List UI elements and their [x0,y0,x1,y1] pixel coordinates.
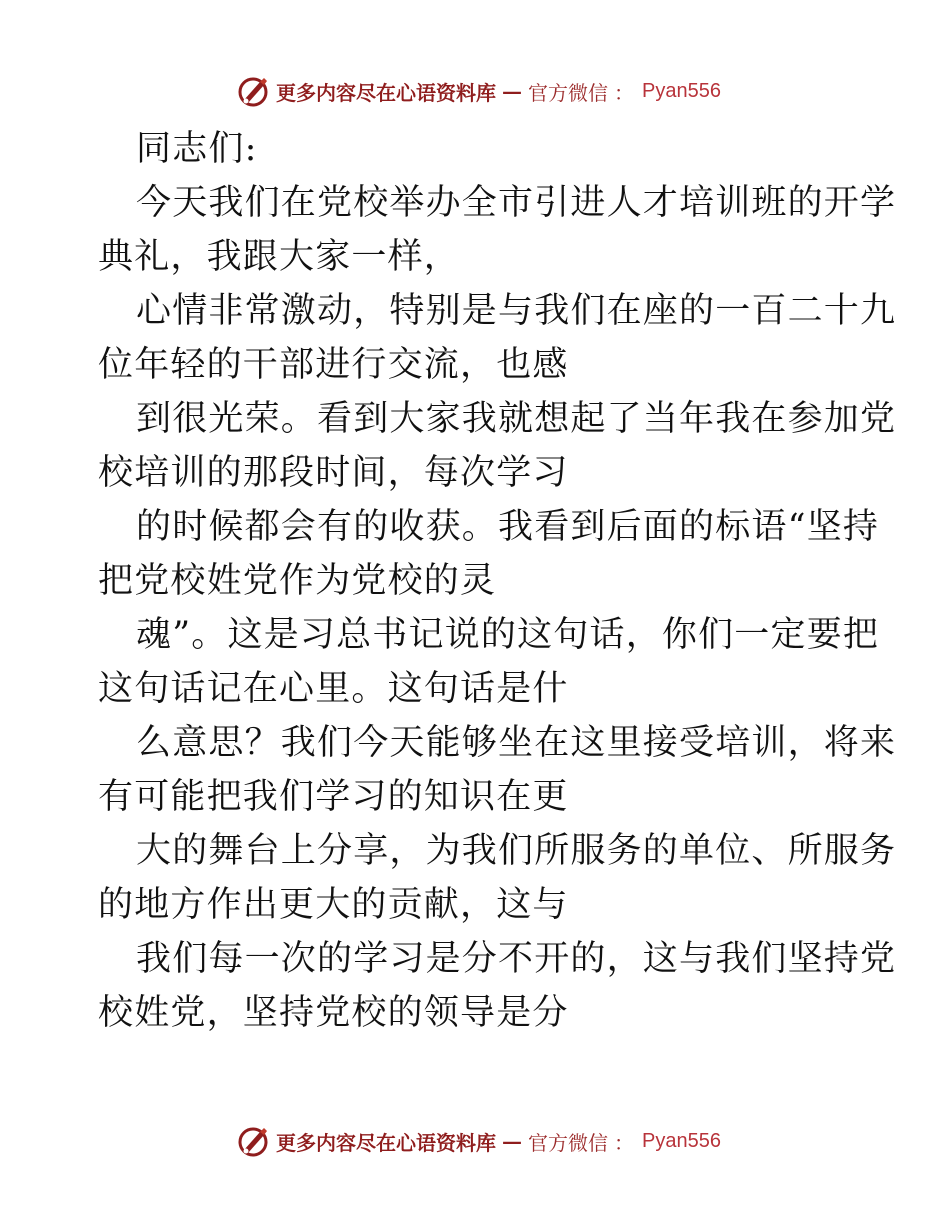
footer-banner[interactable] [236,1124,721,1158]
banner-colon: ： [614,80,634,105]
banner-title: 更多内容尽在心语资料库 [276,80,496,105]
body-line: 魂”。这是习总书记说的这句话，你们一定要把 [136,615,880,655]
banner-colon: ： [614,1130,634,1155]
header-banner[interactable] [236,74,721,108]
body-line: 么意思？我们今天能够坐在这里接受培训，将来 [136,723,897,763]
pen-logo-icon [236,74,270,108]
body-line: 的地方作出更大的贡献，这与 [98,885,569,925]
banner-dash: — [502,79,522,103]
body-line: 我们每一次的学习是分不开的，这与我们坚持党 [136,939,897,979]
body-line: 校姓党，坚持党校的领导是分 [98,993,569,1033]
banner-official-label: 官方微信 [528,1130,608,1155]
pen-logo-icon [236,1124,270,1158]
body-line: 今天我们在党校举办全市引进人才培训班的开学 [136,183,897,223]
banner-official-label: 官方微信 [528,80,608,105]
banner-wechat-id: Pyan556 [642,79,721,102]
body-line: 这句话记在心里。这句话是什 [98,669,569,709]
body-line: 位年轻的干部进行交流，也感 [98,345,569,385]
body-line: 把党校姓党作为党校的灵 [98,561,497,601]
body-line: 心情非常激动，特别是与我们在座的一百二十九 [136,291,897,331]
banner-wechat-id: Pyan556 [642,1129,721,1152]
body-line: 有可能把我们学习的知识在更 [98,777,569,817]
banner-title: 更多内容尽在心语资料库 [276,1130,496,1155]
body-line: 到很光荣。看到大家我就想起了当年我在参加党 [136,399,897,439]
body-line: 校培训的那段时间，每次学习 [98,453,569,493]
body-line: 大的舞台上分享，为我们所服务的单位、所服务 [136,831,897,871]
banner-dash: — [502,1129,522,1153]
body-line: 典礼，我跟大家一样， [98,237,461,277]
body-line: 的时候都会有的收获。我看到后面的标语“坚持 [136,507,880,547]
salutation: 同志们: [136,129,258,169]
document-body [98,122,897,1040]
